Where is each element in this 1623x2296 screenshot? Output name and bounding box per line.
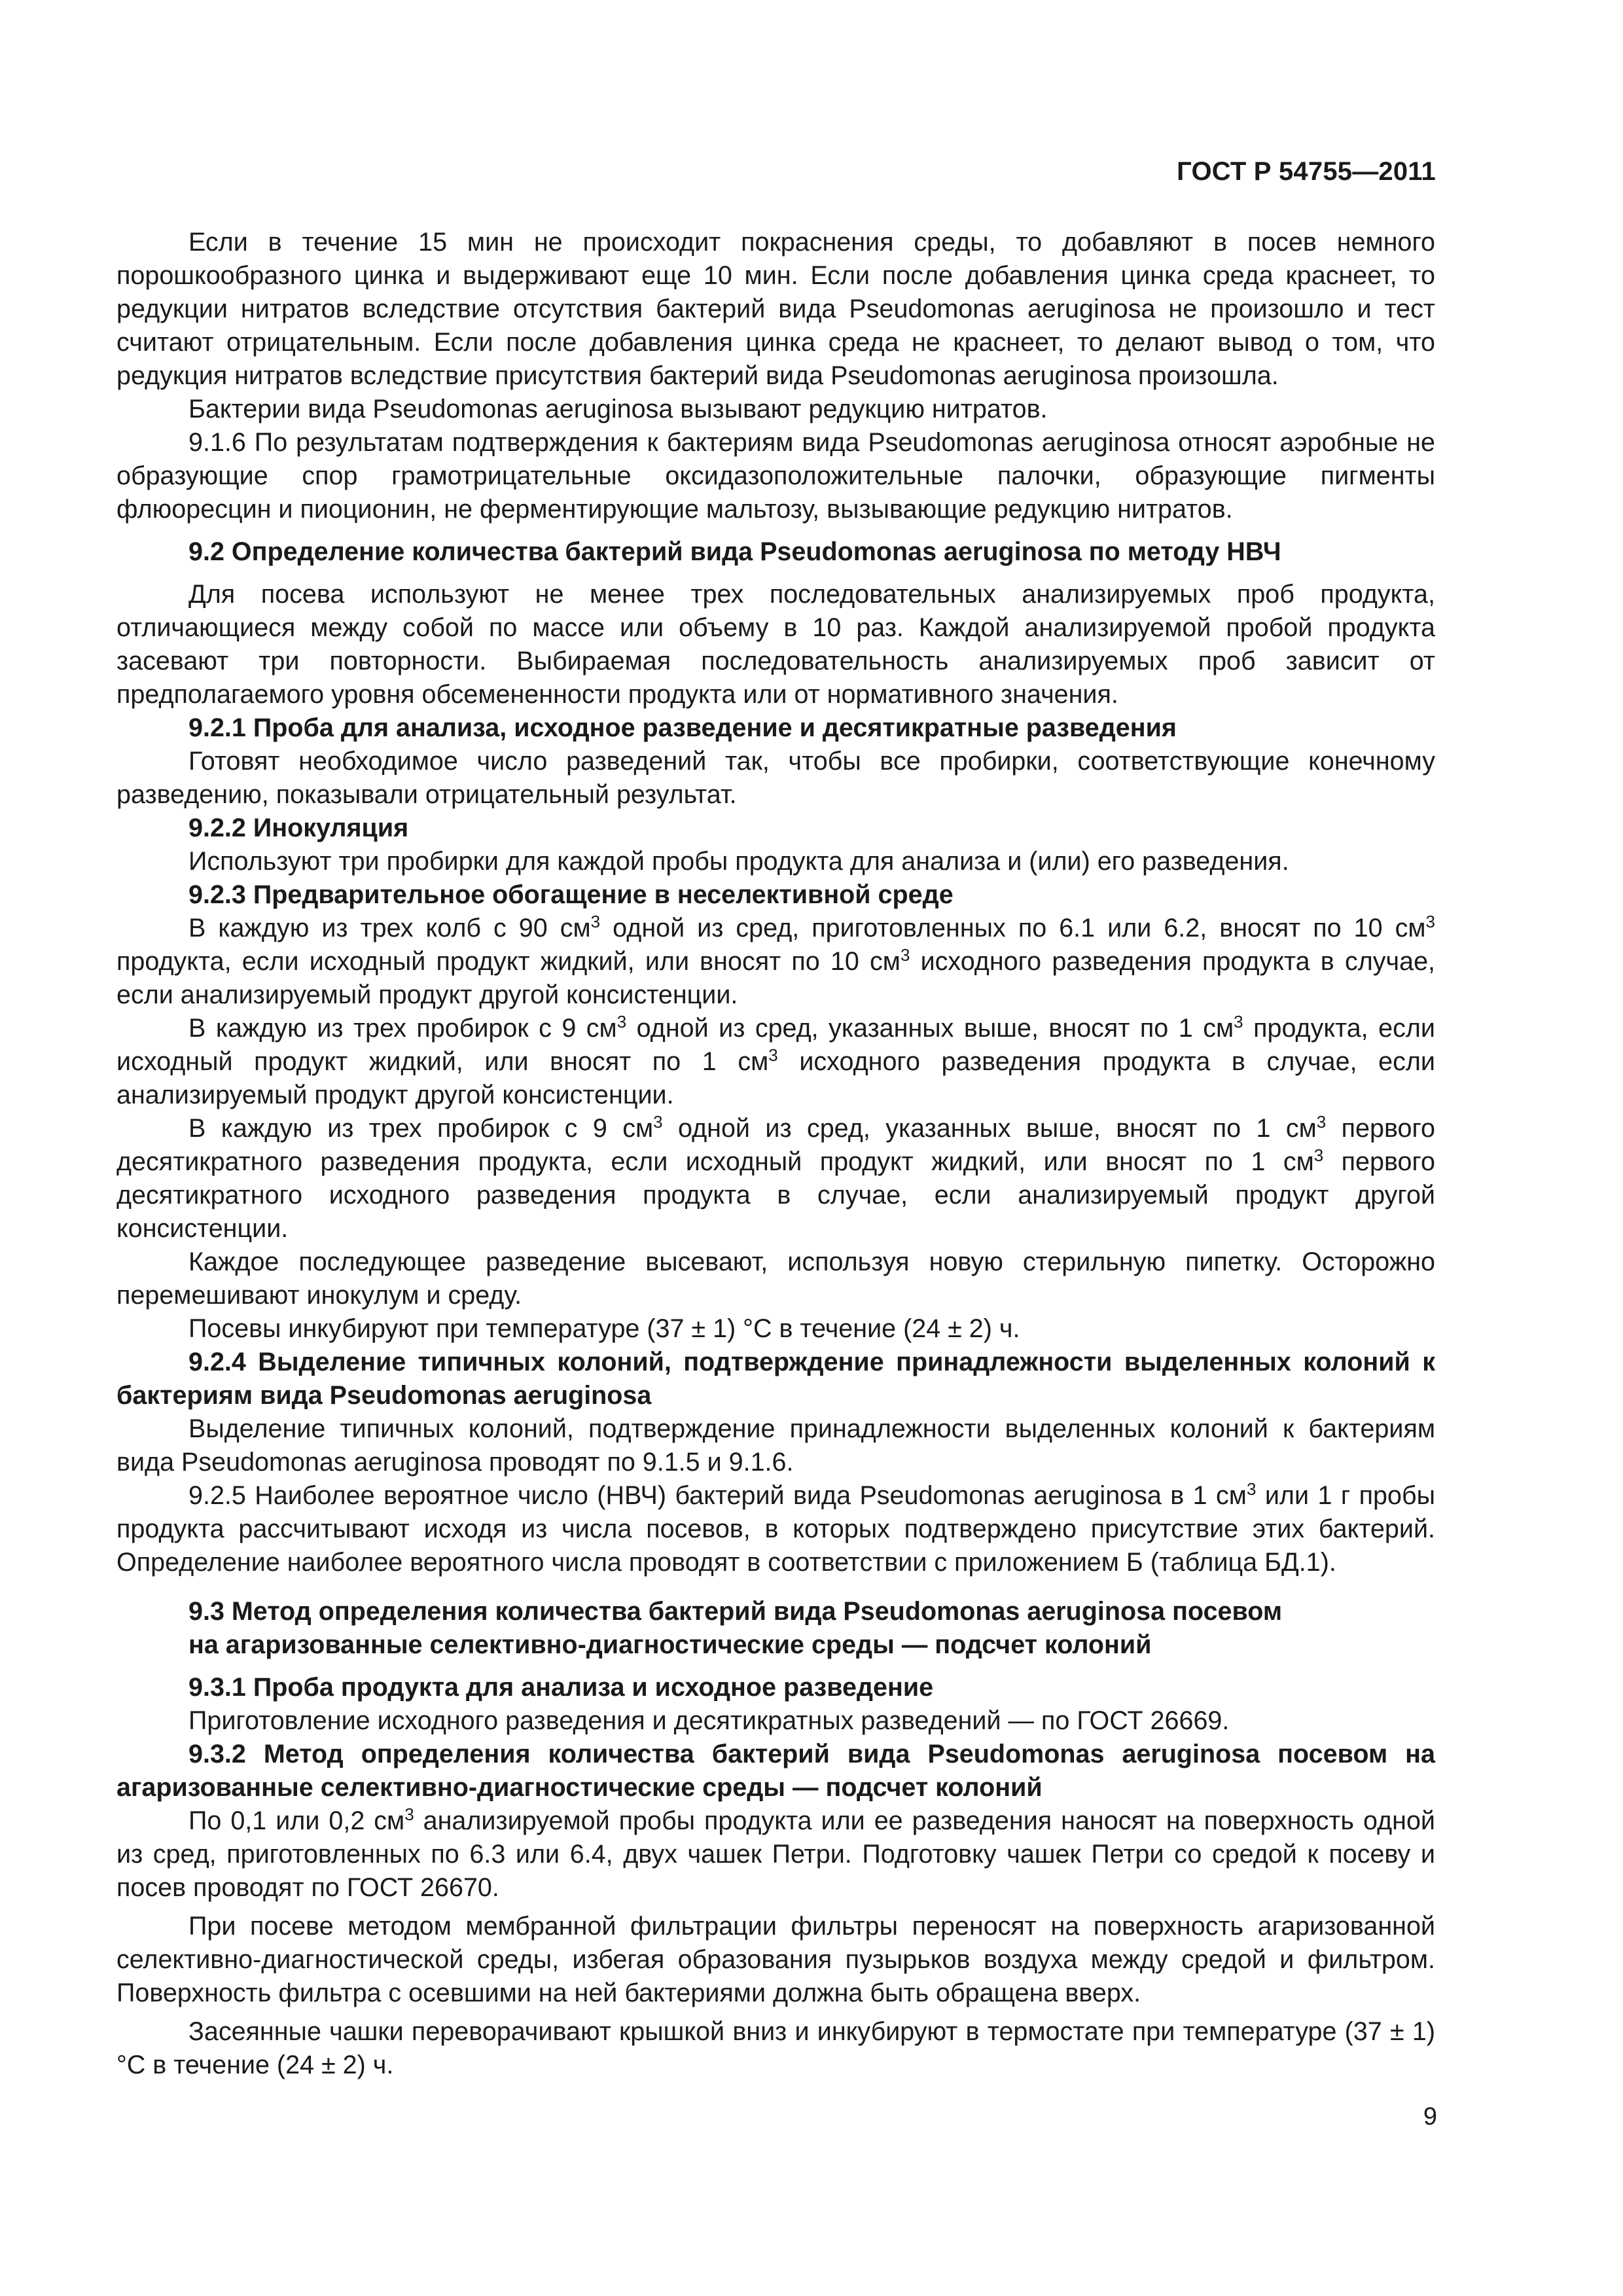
superscript: 3 [653, 1111, 663, 1132]
superscript: 3 [404, 1804, 414, 1824]
paragraph: Каждое последующее разведение высевают, используя новую стерильную пипетку. Осторожно перемешивают инокулум и среду. [116, 1247, 1435, 1310]
section-heading-9-2: 9.2 Определение количества бактерий вида Pseudomonas aeruginosa по методу НВЧ [188, 537, 1281, 566]
paragraph-with-units [116, 912, 1435, 1012]
paragraph: Засеянные чашки переворачивают крышкой вниз и инкубируют в термостате при температуре (37 ± 1) °С в течение (24 ± 2) ч. [116, 2017, 1435, 2079]
paragraph: Для посева используют не менее трех последовательных анализируемых проб продукта, отличающиеся между собой по массе или объему в 10 раз. Каждой анализируемой пробой продукта засевают три повторности. Выбираемая последовательность анализируемых проб зависит от предполагаемого уровня обсемененности продукта или от нормативного значения. [116, 580, 1435, 709]
text-run: продукта, если исходный продукт жидкий, или вносят по 1 см [116, 1014, 1435, 1076]
superscript: 3 [1246, 1479, 1257, 1499]
heading-line: на агаризованные селективно-диагностические среды — подсчет колоний [188, 1630, 1152, 1659]
superscript: 3 [768, 1045, 778, 1065]
superscript: 3 [616, 1011, 627, 1031]
text-run: В каждую из трех пробирок с 9 см [188, 1014, 617, 1043]
subsection-heading-9-2-4: 9.2.4 Выделение типичных колоний, подтверждение принадлежности выделенных колоний к бактериям вида Pseudomonas aeruginosa [116, 1348, 1435, 1410]
paragraph: При посеве методом мембранной фильтрации фильтры переносят на поверхность агаризованной селективно-диагностической среды, избегая образования пузырьков воздуха между средой и фильтром. Поверхность фильтра с осевшими на ней бактериями должна быть обращена вверх. [116, 1912, 1435, 2007]
superscript: 3 [1234, 1011, 1243, 1031]
superscript: 3 [1313, 1145, 1324, 1165]
text-run: В каждую из трех колб с 90 см [188, 914, 591, 942]
section-heading-9-3 [116, 1595, 1435, 1662]
paragraph-with-units [116, 1804, 1435, 1905]
superscript: 3 [1425, 911, 1435, 931]
subsection-heading-9-2-2: 9.2.2 Инокуляция [188, 814, 409, 842]
subsection-heading-9-2-1: 9.2.1 Проба для анализа, исходное разведение и десятикратные разведения [188, 713, 1177, 742]
text-run: анализируемой пробы продукта или ее разведения наносят на поверхность одной из сред, приготовленных по 6.3 или 6.4, двух чашек Петри. Подготовку чашек Петри со средой к посеву и посев проводят по ГОСТ 26670. [116, 1806, 1435, 1902]
text-run: одной из сред, указанных выше, вносят по 1 см [662, 1114, 1317, 1143]
paragraph: Бактерии вида Pseudomonas aeruginosa вызывают редукцию нитратов. [188, 395, 1048, 423]
text-run: исходного разведения продукта в случае, если анализируемый продукт другой консистенции. [116, 1047, 1435, 1109]
text-run: первого десятикратного исходного разведения продукта в случае, если анализируемый продукт другой консистенции. [116, 1147, 1435, 1243]
paragraph-with-units [116, 1012, 1435, 1112]
subsection-heading-9-2-3: 9.2.3 Предварительное обогащение в неселективной среде [188, 880, 954, 909]
superscript: 3 [1316, 1111, 1327, 1132]
superscript: 3 [900, 944, 910, 965]
text-run: или 1 г пробы продукта рассчитывают исходя из числа посевов, в которых подтверждено присутствие этих бактерий. Определение наиболее вероятного числа проводят в соответствии с приложением Б (таблица БД.1). [116, 1481, 1435, 1577]
document-body [116, 226, 1435, 2082]
page-number: 9 [1423, 2103, 1437, 2130]
text-run: В каждую из трех пробирок с 9 см [188, 1114, 654, 1143]
paragraph: 9.1.6 По результатам подтверждения к бактериям вида Pseudomonas aeruginosa относят аэробные не образующие спор грамотрицательные оксидазоположительные палочки, образующие пигменты флюоресцин и пиоционин, не ферментирующие мальтозу, вызывающие редукцию нитратов. [116, 428, 1435, 524]
heading-line: 9.3 Метод определения количества бактерий вида Pseudomonas aeruginosa посевом [188, 1597, 1283, 1626]
paragraph-with-units [116, 1479, 1435, 1579]
paragraph: Выделение типичных колоний, подтверждение принадлежности выделенных колоний к бактериям вида Pseudomonas aeruginosa проводят по 9.1.5 и 9.1.6. [116, 1414, 1435, 1477]
paragraph-with-units [116, 1112, 1435, 1246]
text-run: По 0,1 или 0,2 см [188, 1806, 405, 1835]
text-run: одной из сред, указанных выше, вносят по 1 см [626, 1014, 1234, 1043]
document-code: ГОСТ Р 54755—2011 [1177, 157, 1436, 186]
text-run: первого десятикратного разведения продукта, если исходный продукт жидкий, или вносят по 1 см [116, 1114, 1435, 1176]
paragraph: Используют три пробирки для каждой пробы продукта для анализа и (или) его разведения. [188, 847, 1289, 876]
text-run: 9.2.5 Наиболее вероятное число (НВЧ) бактерий вида Pseudomonas aeruginosa в 1 см [188, 1481, 1247, 1510]
superscript: 3 [590, 911, 601, 931]
paragraph: Если в течение 15 мин не происходит покраснения среды, то добавляют в посев немного порошкообразного цинка и выдерживают еще 10 мин. Если после добавления цинка среда краснеет, то редукции нитратов вследствие отсутствия бактерий вида Pseudomonas aeruginosa не произошло и тест считают отрицательным. Если после добавления цинка среда не краснеет, то делают вывод о том, что редукция нитратов вследствие присутствия бактерий вида Pseudomonas aeruginosa произошла. [116, 228, 1435, 390]
text-run: исходного разведения продукта в случае, если анализируемый продукт другой консистенции. [116, 947, 1436, 1009]
paragraph: Приготовление исходного разведения и десятикратных разведений — по ГОСТ 26669. [188, 1706, 1230, 1735]
subsection-heading-9-3-1: 9.3.1 Проба продукта для анализа и исходное разведение [188, 1673, 934, 1702]
text-run: продукта, если исходный продукт жидкий, или вносят по 10 см [116, 947, 901, 976]
paragraph: Готовят необходимое число разведений так, чтобы все пробирки, соответствующие конечному разведению, показывали отрицательный результат. [116, 747, 1435, 809]
subsection-heading-9-3-2: 9.3.2 Метод определения количества бактерий вида Pseudomonas aeruginosa посевом на агаризованные селективно-диагностические среды — подсчет колоний [116, 1740, 1435, 1802]
paragraph: Посевы инкубируют при температуре (37 ± 1) °С в течение (24 ± 2) ч. [188, 1314, 1020, 1343]
text-run: одной из сред, приготовленных по 6.1 или 6.2, вносят по 10 см [600, 914, 1426, 942]
